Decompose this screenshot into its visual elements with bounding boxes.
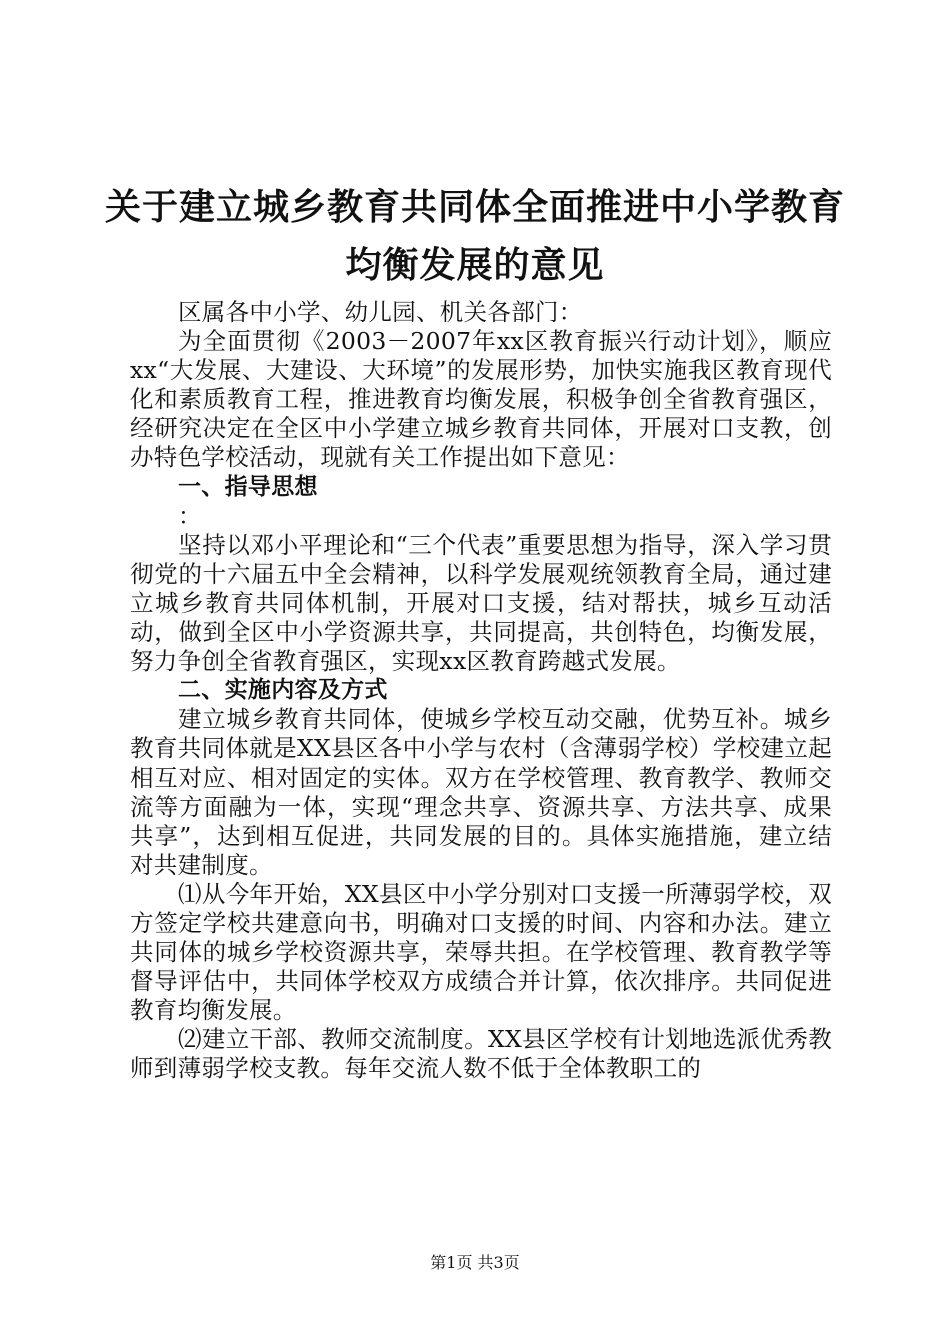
salutation: 区属各中小学、幼儿园、机关各部门： bbox=[178, 298, 583, 326]
document-title-line2: 均衡发展的意见 bbox=[345, 245, 605, 286]
section1-colon: ： bbox=[178, 501, 202, 530]
intro-paragraph: 为全面贯彻《2003－2007年xx区教育振兴行动计划》，顺应xx“大发展、大建设、大环境”的发展形势，加快实施我区教育现代化和素质教育工程，推进教育均衡发展，积极争创全省教育强区，经研究决定在全区中小学建立城乡教育共同体，开展对口支教，创办特色学校活动，现就有关工作提出如下意见： bbox=[130, 327, 832, 472]
page-footer: 第1页 共3页 bbox=[430, 1253, 520, 1272]
section1-heading: 一、指导思想 bbox=[178, 473, 318, 500]
section1-paragraph: 坚持以邓小平理论和“三个代表”重要思想为指导，深入学习贯彻党的十六届五中全会精神，以科学发展观统领教育全局，通过建立城乡教育共同体机制，开展对口支援，结对帮扶，城乡互动活动，做到全区中小学资源共享，共同提高，共创特色，均衡发展，努力争创全省教育强区，实现xx区教育跨越式发展。 bbox=[130, 530, 832, 676]
item2-paragraph: ⑵建立干部、教师交流制度。XX县区学校有计划地选派优秀教师到薄弱学校支教。每年交流人数不低于全体教职工的 bbox=[130, 1025, 832, 1083]
section2-heading: 二、实施内容及方式 bbox=[178, 677, 388, 704]
section2-paragraph: 建立城乡教育共同体，使城乡学校互动交融，优势互补。城乡教育共同体就是XX县区各中小学与农村（含薄弱学校）学校建立起相互对应、相对固定的实体。双方在学校管理、教育教学、教师交流等方面融为一体，实现“理念共享、资源共享、方法共享、成果共享”，达到相互促进，共同发展的目的。具体实施措施，建立结对共建制度。 bbox=[130, 705, 832, 879]
document-title-line1: 关于建立城乡教育共同体全面推进中小学教育 bbox=[104, 187, 845, 228]
item1-paragraph: ⑴从今年开始，XX县区中小学分别对口支援一所薄弱学校，双方签定学校共建意向书，明确对口支援的时间、内容和办法。建立共同体的城乡学校资源共享，荣辱共担。在学校管理、教育教学等督导评估中，共同体学校双方成绩合并计算，依次排序。共同促进教育均衡发展。 bbox=[130, 879, 832, 1025]
document-body bbox=[130, 298, 832, 1084]
